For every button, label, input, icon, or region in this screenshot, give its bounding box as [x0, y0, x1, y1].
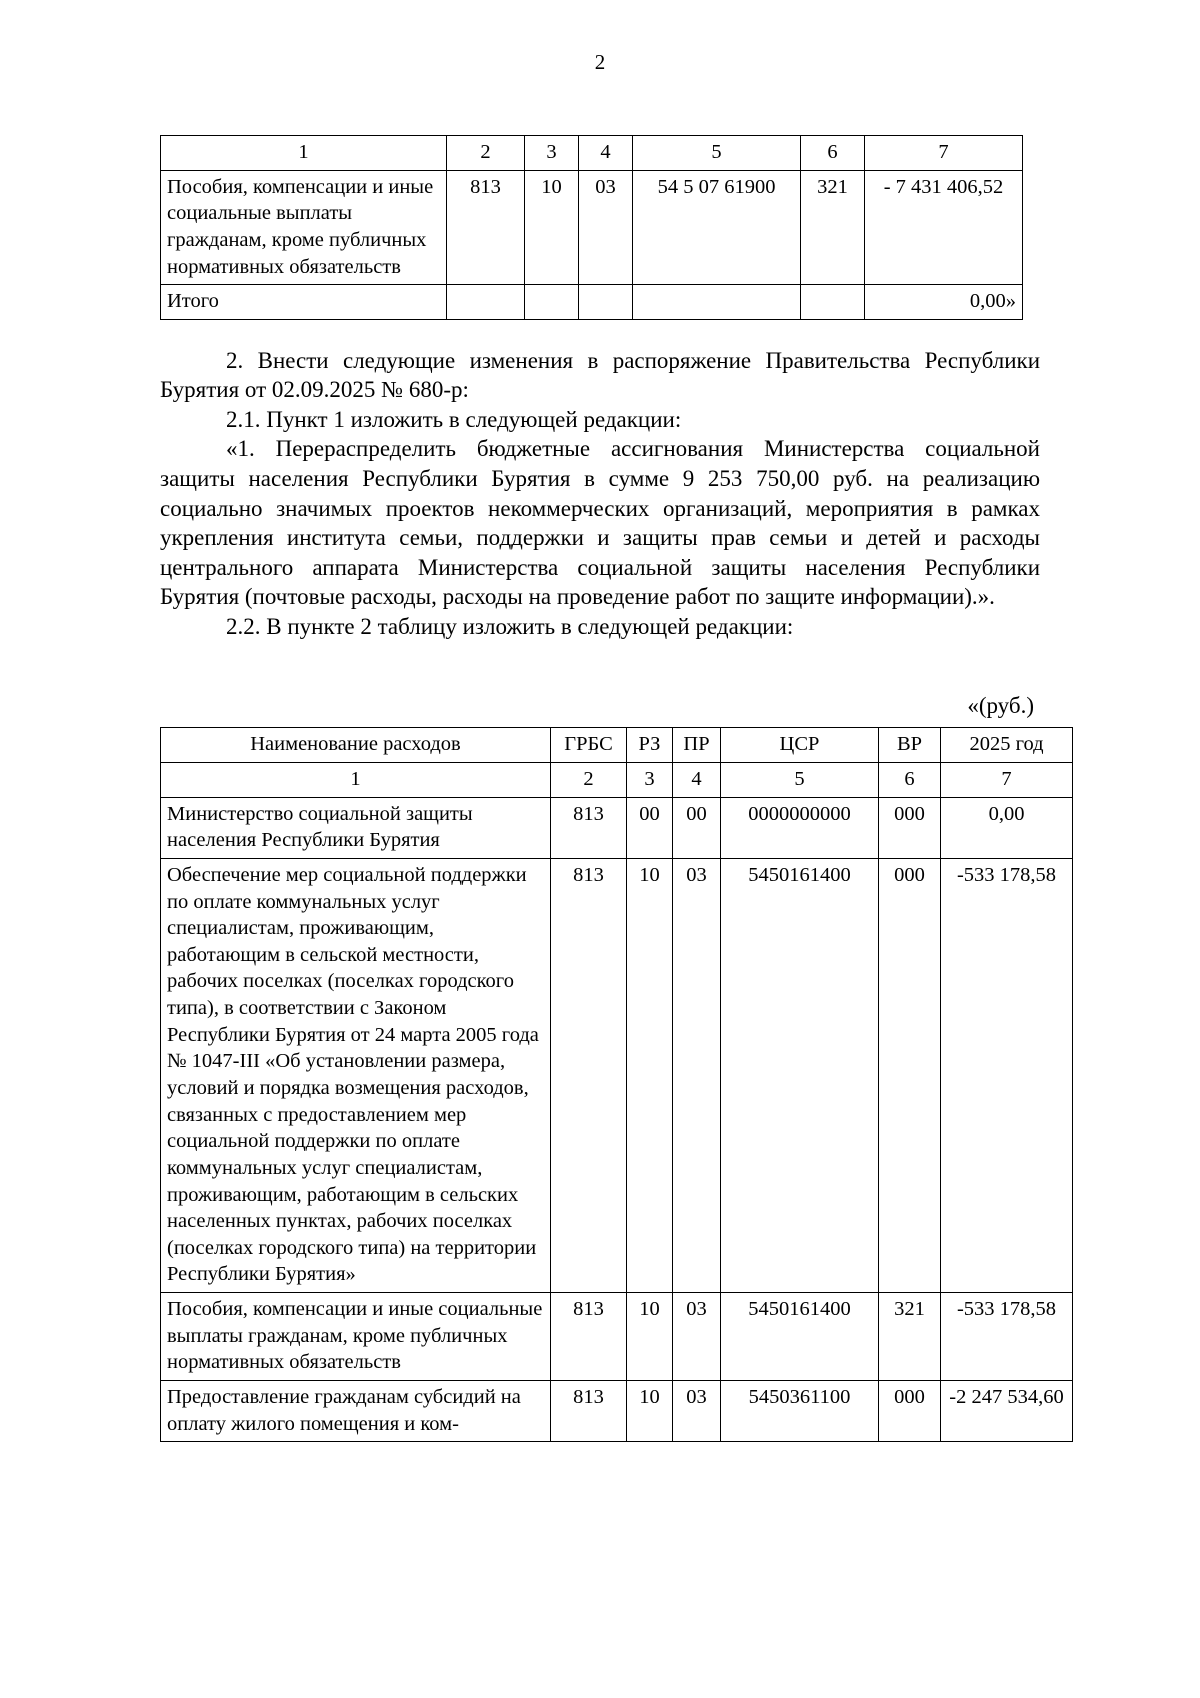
- col-num-4: 4: [673, 762, 721, 797]
- page-number: 2: [594, 50, 606, 74]
- pr-value: 03: [673, 858, 721, 1292]
- rz-value: [525, 285, 579, 320]
- rz-value: 10: [627, 858, 673, 1292]
- col-num-6: 6: [879, 762, 941, 797]
- table-row-numbers: [161, 136, 1023, 171]
- pr-value: 03: [579, 170, 633, 285]
- col-num-4: 4: [579, 136, 633, 171]
- table-row: [161, 797, 1073, 858]
- table-row-total: [161, 285, 1023, 320]
- rz-value: 10: [627, 1293, 673, 1381]
- amount-value: - 7 431 406,52: [865, 170, 1023, 285]
- pr-value: 00: [673, 797, 721, 858]
- expenses-table: [160, 727, 1073, 1442]
- table-header-row: [161, 728, 1073, 763]
- body-text-block: [160, 346, 1040, 641]
- header-rz: РЗ: [627, 728, 673, 763]
- vr-value: 000: [879, 797, 941, 858]
- csr-value: 54 5 07 61900: [633, 170, 801, 285]
- expense-name: Министерство социальной защиты населения Республики Бурятия: [161, 797, 551, 858]
- header-grbs: ГРБС: [551, 728, 627, 763]
- pr-value: 03: [673, 1293, 721, 1381]
- header-pr: ПР: [673, 728, 721, 763]
- paragraph-2-1-text: «1. Перераспределить бюджетные ассигнования Министерства социальной защиты населения Республики Бурятия в сумме 9 253 750,00 руб. на реализацию социально значимых проектов некоммерческих организаций, мероприятия в рамках укрепления института семьи, поддержки и защиты прав семьи и детей и расходы центрального аппарата Министерства социальной защиты населения Республики Бурятия (почтовые расходы, расходы на проведение работ по защите информации).».: [160, 436, 1040, 610]
- col-num-7: 7: [865, 136, 1023, 171]
- col-num-1: 1: [161, 136, 447, 171]
- amount-value: -2 247 534,60: [941, 1381, 1073, 1442]
- vr-value: 321: [801, 170, 865, 285]
- table-row: [161, 170, 1023, 285]
- grbs-value: 813: [551, 797, 627, 858]
- grbs-value: 813: [447, 170, 525, 285]
- grbs-value: 813: [551, 858, 627, 1292]
- col-num-5: 5: [633, 136, 801, 171]
- col-num-6: 6: [801, 136, 865, 171]
- col-num-1: 1: [161, 762, 551, 797]
- csr-value: 0000000000: [721, 797, 879, 858]
- csr-value: [633, 285, 801, 320]
- header-csr: ЦСР: [721, 728, 879, 763]
- amount-value: -533 178,58: [941, 858, 1073, 1292]
- amount-value: 0,00: [941, 797, 1073, 858]
- paragraph-2-2: 2.2. В пункте 2 таблицу изложить в следующей редакции:: [226, 613, 794, 639]
- vr-value: 000: [879, 858, 941, 1292]
- expense-name: Обеспечение мер социальной поддержки по оплате коммунальных услуг специалистам, проживающим, работающим в сельской местности, рабочих поселках (поселках городского типа), в соответствии с Законом Республики Бурятия от 24 марта 2005 года № 1047-III «Об установлении размера, условий и порядка возмещения расходов, связанных с предоставлением мер социальной поддержки по оплате коммунальных услуг специалистам, проживающим, работающим в сельских населенных пунктах, рабочих поселках (поселках городского типа) на территории Республики Бурятия»: [161, 858, 551, 1292]
- rz-value: 10: [627, 1381, 673, 1442]
- csr-value: 5450361100: [721, 1381, 879, 1442]
- header-year: 2025 год: [941, 728, 1073, 763]
- col-num-3: 3: [525, 136, 579, 171]
- rz-value: 10: [525, 170, 579, 285]
- paragraph-2: 2. Внести следующие изменения в распоряжение Правительства Республики Бурятия от 02.09.2025 № 680-р:: [160, 347, 1040, 403]
- continuation-table: [160, 135, 1023, 320]
- col-num-7: 7: [941, 762, 1073, 797]
- header-name: Наименование расходов: [161, 728, 551, 763]
- total-amount: 0,00»: [865, 285, 1023, 320]
- amount-value: -533 178,58: [941, 1293, 1073, 1381]
- csr-value: 5450161400: [721, 858, 879, 1292]
- total-label: Итого: [161, 285, 447, 320]
- csr-value: 5450161400: [721, 1293, 879, 1381]
- col-num-3: 3: [627, 762, 673, 797]
- expense-name: Предоставление гражданам субсидий на оплату жилого помещения и ком-: [161, 1381, 551, 1442]
- grbs-value: 813: [551, 1293, 627, 1381]
- vr-value: 321: [879, 1293, 941, 1381]
- col-num-2: 2: [551, 762, 627, 797]
- pr-value: 03: [673, 1381, 721, 1442]
- currency-note: «(руб.): [967, 693, 1034, 719]
- table-row: [161, 858, 1073, 1292]
- table-row: [161, 1293, 1073, 1381]
- table-row-numbers: [161, 762, 1073, 797]
- table-row: [161, 1381, 1073, 1442]
- col-num-2: 2: [447, 136, 525, 171]
- col-num-5: 5: [721, 762, 879, 797]
- grbs-value: [447, 285, 525, 320]
- expense-name: Пособия, компенсации и иные социальные выплаты гражданам, кроме публичных нормативных обязательств: [161, 1293, 551, 1381]
- paragraph-2-1: 2.1. Пункт 1 изложить в следующей редакции:: [226, 406, 682, 432]
- header-vr: ВР: [879, 728, 941, 763]
- vr-value: [801, 285, 865, 320]
- rz-value: 00: [627, 797, 673, 858]
- grbs-value: 813: [551, 1381, 627, 1442]
- expense-name: Пособия, компенсации и иные социальные выплаты гражданам, кроме публичных нормативных обязательств: [161, 170, 447, 285]
- pr-value: [579, 285, 633, 320]
- vr-value: 000: [879, 1381, 941, 1442]
